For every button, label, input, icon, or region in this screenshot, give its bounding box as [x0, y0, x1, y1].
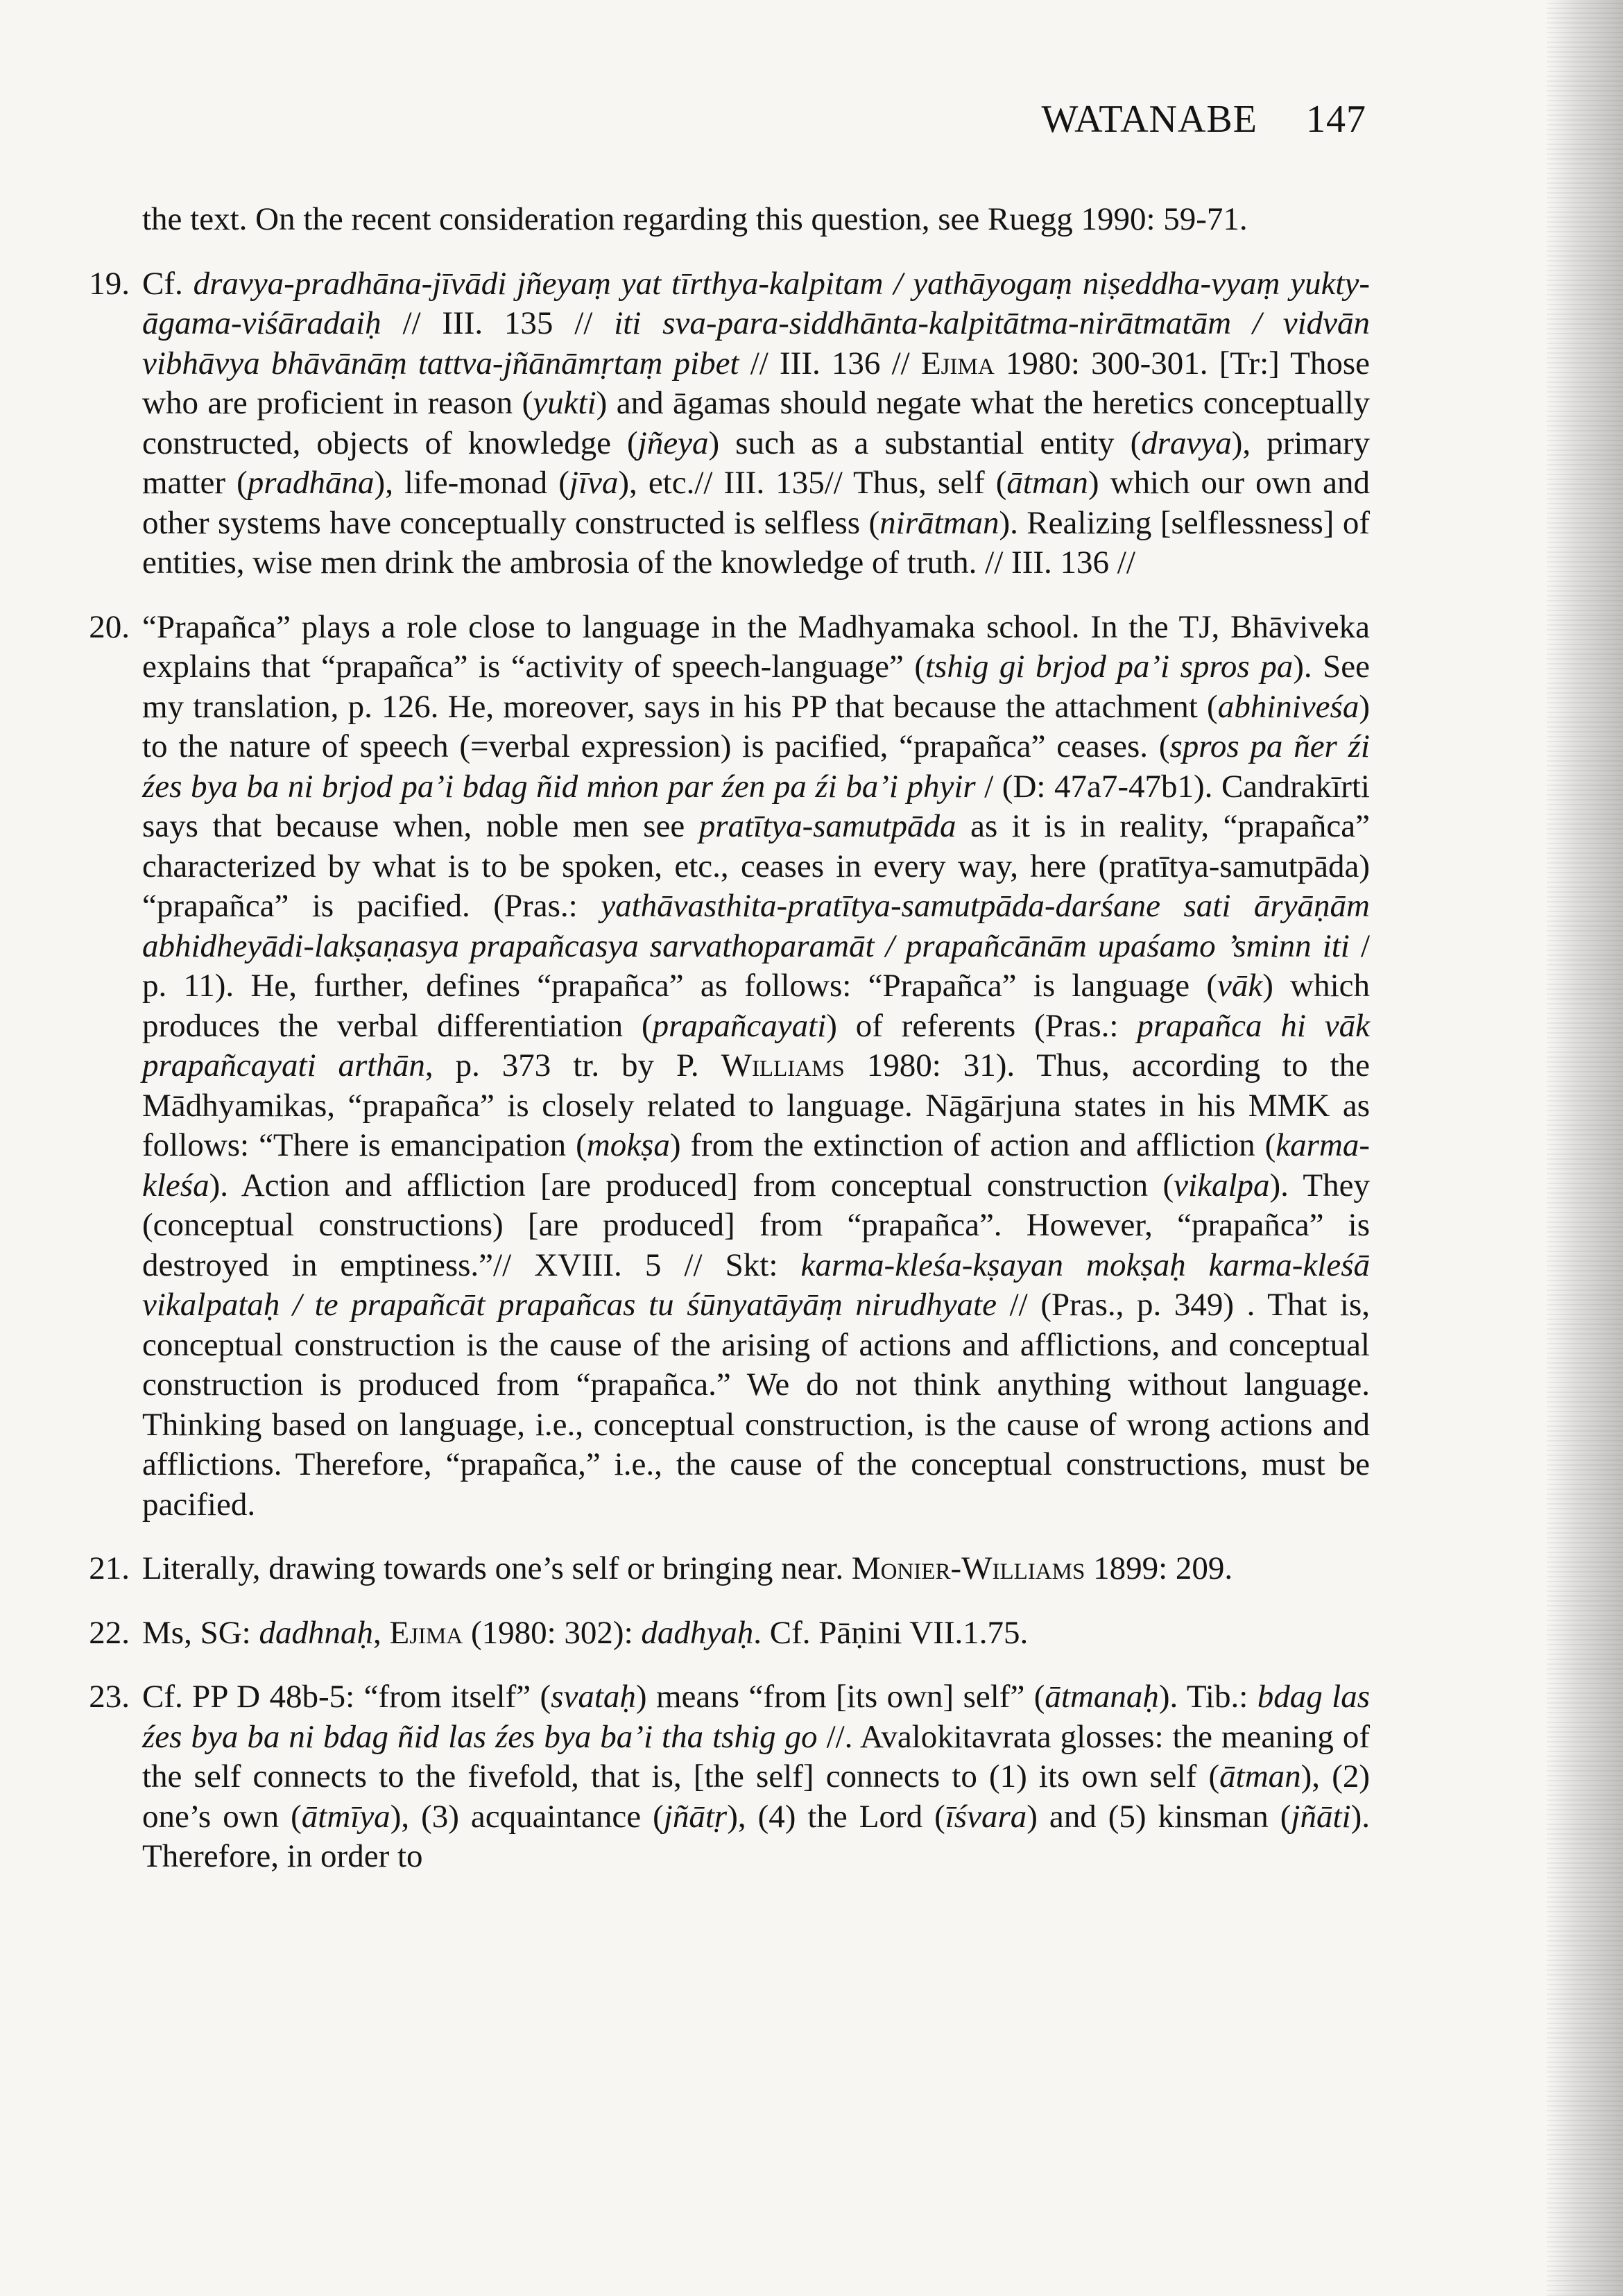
footnotes-body	[89, 200, 1371, 1901]
footnote-19	[89, 264, 1371, 583]
continued-note-text: the text. On the recent consideration regarding this question, see Ruegg 1990: 59-71.	[142, 201, 1248, 237]
scan-edge-shadow	[1547, 0, 1623, 2296]
footnote-number: 19.	[89, 265, 130, 302]
footnote-22	[89, 1613, 1370, 1654]
footnote-number: 21.	[89, 1550, 130, 1586]
footnote-number: 23.	[89, 1679, 130, 1715]
footnote-text: Cf. dravya-pradhāna-jīvādi jñeyaṃ yat tīrthya-kalpitam / yathāyogaṃ niṣeddha-vyaṃ yukty-āgama-viśāradaiḥ // III. 135 // iti sva-para-siddhānta-kalpitātma-nirātmatām / vidvān vibhāvya bhāvānāṃ tattva-jñānāmṛtaṃ pibet // III. 136 // Ejima 1980: 300-301. [Tr:] Those who are proficient in reason (yukti) and āgamas should negate what the heretics conceptually constructed, objects of knowledge (jñeya) such as a substantial entity (dravya), primary matter (pradhāna), life-monad (jīva), etc.// III. 135// Thus, self (ātman) which our own and other systems have conceptually constructed is selfless (nirātman). Realizing [selflessness] of entities, wise men drink the ambrosia of the knowledge of truth. // III. 136 //	[142, 265, 1371, 581]
footnote-number: 20.	[89, 608, 130, 645]
footnote-20	[89, 608, 1371, 1525]
page-number: 147	[1306, 98, 1366, 141]
footnote-text: Ms, SG: dadhnaḥ, Ejima (1980: 302): dadhyaḥ. Cf. Pāṇini VII.1.75.	[142, 1614, 1029, 1651]
footnote-number: 22.	[89, 1614, 130, 1651]
running-head: WATANABE	[1041, 98, 1257, 141]
footnote-text: “Prapañca” plays a role close to language in the Madhyamaka school. In the TJ, Bhāviveka explains that “prapañca” is “activity of speech-language” (tshig gi brjod pa’i spros pa). See my translation, p. 126. He, moreover, says in his PP that because the attachment (abhiniveśa) to the nature of speech (=verbal expression) is pacified, “prapañca” ceases. (spros pa ñer źi źes bya ba ni brjod pa’i bdag ñid mṅon par źen pa źi ba’i phyir / (D: 47a7-47b1). Candrakīrti says that because when, noble men see pratītya-samutpāda as it is in reality, “prapañca” characterized by what is to be spoken, etc., ceases in every way, here (pratītya-samutpāda) “prapañca” is pacified. (Pras.: yathāvasthita-pratītya-samutpāda-darśane sati āryāṇām abhidheyādi-lakṣaṇasya prapañcasya sarvathoparamāt / prapañcānām upaśamo ’sminn iti / p. 11). He, further, defines “prapañca” as follows: “Prapañca” is language (vāk) which produces the verbal differentiation (prapañcayati) of referents (Pras.: prapañca hi vāk prapañcayati arthān, p. 373 tr. by P. Williams 1980: 31). Thus, according to the Mādhyamikas, “prapañca” is closely related to language. Nāgārjuna states in his MMK as follows: “There is emancipation (mokṣa) from the extinction of action and affliction (karma-kleśa). Action and affliction [are produced] from conceptual construction (vikalpa). They (conceptual constructions) [are produced] from “prapañca”. However, “prapañca” is destroyed in emptiness.”// XVIII. 5 // Skt: karma-kleśa-kṣayan mokṣaḥ karma-kleśā vikalpataḥ / te prapañcāt prapañcas tu śūnyatāyāṃ nirudhyate // (Pras., p. 349) . That is, conceptual construction is the cause of the arising of actions and afflictions, and conceptual construction is produced from “prapañca.” We do not think anything without language. Thinking based on language, i.e., conceptual construction, is the cause of wrong actions and afflictions. Therefore, “prapañca,” i.e., the cause of the conceptual constructions, must be pacified.	[142, 608, 1371, 1523]
footnote-21	[89, 1549, 1370, 1589]
page-header	[922, 97, 1366, 153]
footnote-23	[89, 1677, 1371, 1877]
footnote-text: Literally, drawing towards one’s self or bringing near. Monier-Williams 1899: 209.	[142, 1550, 1233, 1586]
footnote-text: Cf. PP D 48b-5: “from itself” (svataḥ) means “from [its own] self” (ātmanaḥ). Tib.: bdag las źes bya ba ni bdag ñid las źes bya ba’i tha tshig go //. Avalokitavrata glosses: the meaning of the self connects to the fivefold, that is, [the self] connects to (1) its own self (ātman), (2) one’s own (ātmīya), (3) acquaintance (jñātṛ), (4) the Lord (īśvara) and (5) kinsman (jñāti). Therefore, in order to	[142, 1679, 1371, 1874]
